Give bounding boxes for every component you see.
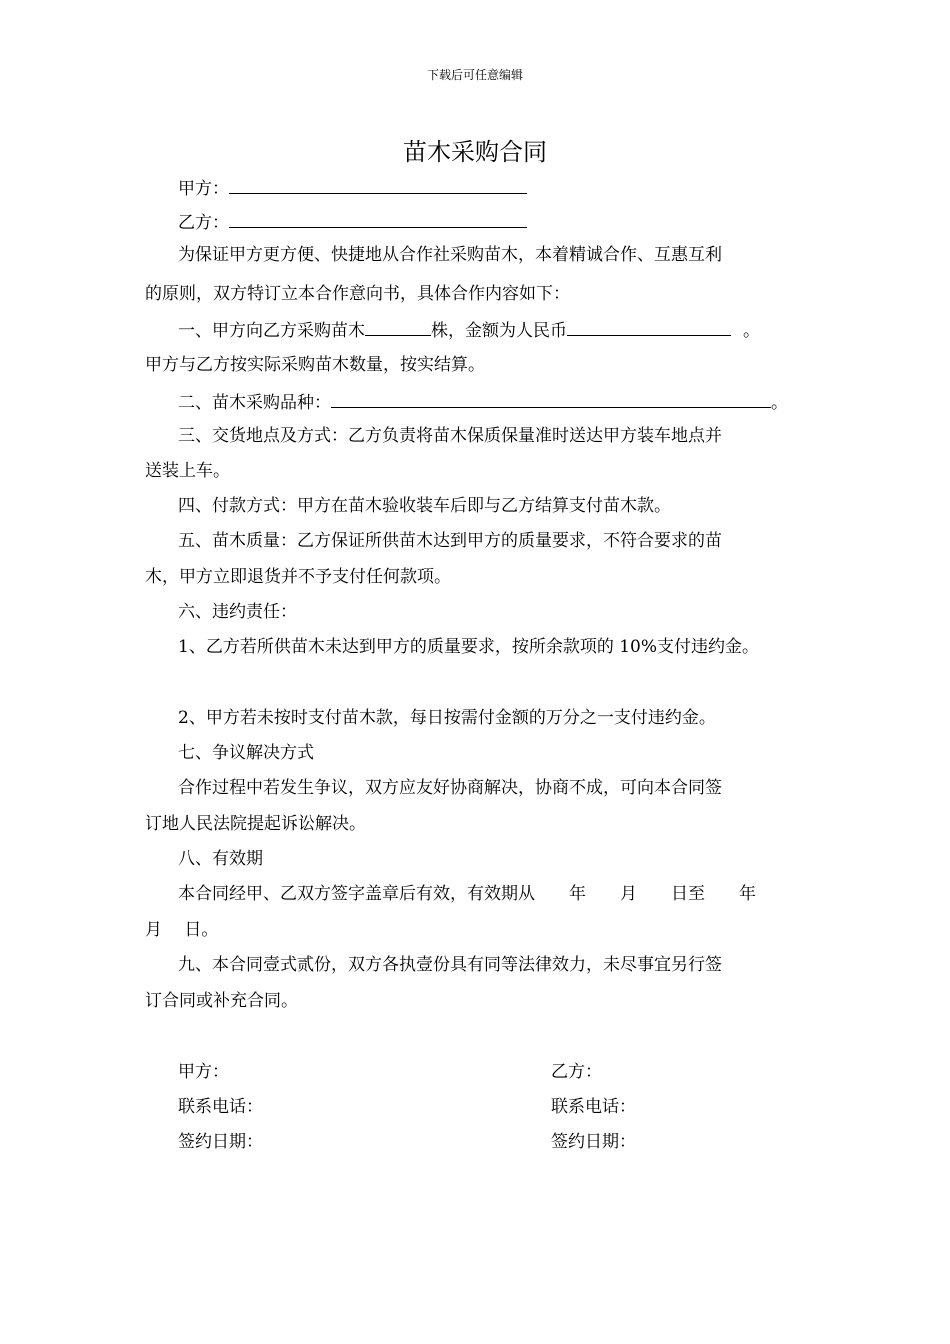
signature-phone-a: 联系电话： <box>178 1097 263 1117</box>
clause-2-end: 。 <box>771 393 788 413</box>
clause-8-title: 八、有效期 <box>178 849 263 869</box>
clause-3-line-2: 送装上车。 <box>145 461 230 481</box>
intro-line-1: 为保证甲方更方便、快捷地从合作社采购苗木，本着精诚合作、互惠互利 <box>178 245 722 265</box>
clause-1-line-2: 甲方与乙方按实际采购苗木数量，按实结算。 <box>145 355 485 375</box>
clause-8-line-2: 月 日。 <box>145 920 219 940</box>
signature-phone-b: 联系电话： <box>551 1097 636 1117</box>
clause-7-line-2: 订地人民法院提起诉讼解决。 <box>145 814 366 834</box>
clause-9-line-1: 九、本合同壹式贰份，双方各执壹份具有同等法律效力，未尽事宜另行签 <box>178 955 722 975</box>
clause-6-item-2: 2、甲方若未按时支付苗木款，每日按需付金额的万分之一支付违约金。 <box>178 708 716 728</box>
clause-2-line <box>178 389 788 415</box>
party-b-line <box>178 209 527 235</box>
amount-blank <box>567 317 731 336</box>
party-a-label: 甲方： <box>178 179 229 199</box>
clause-4-line: 四、付款方式：甲方在苗木验收装车后即与乙方结算支付苗木款。 <box>178 496 671 516</box>
clause-1-part-2: 株，金额为人民币 <box>431 321 567 341</box>
clause-5-line-2: 木，甲方立即退货并不予支付任何款项。 <box>145 567 451 587</box>
document-title: 苗木采购合同 <box>403 138 547 166</box>
party-a-line <box>178 175 527 201</box>
signature-party-a: 甲方： <box>178 1062 229 1082</box>
quantity-blank <box>365 317 431 336</box>
clause-1-part-3: 。 <box>743 321 760 341</box>
clause-8-line-1: 本合同经甲、乙双方签字盖章后有效，有效期从 年 月 日至 年 <box>178 884 756 904</box>
clause-7-line-1: 合作过程中若发生争议，双方应友好协商解决，协商不成，可向本合同签 <box>178 778 722 798</box>
clause-3-line-1: 三、交货地点及方式：乙方负责将苗木保质保量准时送达甲方装车地点并 <box>178 426 722 446</box>
clause-6-item-1: 1、乙方若所供苗木未达到甲方的质量要求，按所余款项的 10%支付违约金。 <box>178 637 760 657</box>
party-b-blank <box>229 209 527 228</box>
variety-blank <box>331 389 771 408</box>
clause-1-part-1: 一、甲方向乙方采购苗木 <box>178 321 365 341</box>
clause-5-line-1: 五、苗木质量：乙方保证所供苗木达到甲方的质量要求，不符合要求的苗 <box>178 531 722 551</box>
party-a-blank <box>229 175 527 194</box>
clause-9-line-2: 订合同或补充合同。 <box>145 991 298 1011</box>
signature-date-a: 签约日期： <box>178 1132 263 1152</box>
signature-party-b: 乙方： <box>551 1062 602 1082</box>
clause-6-title: 六、违约责任： <box>178 602 297 622</box>
page-header: 下载后可任意编辑 <box>426 68 523 82</box>
clause-7-title: 七、争议解决方式 <box>178 743 314 763</box>
party-b-label: 乙方： <box>178 213 229 233</box>
signature-date-b: 签约日期： <box>551 1132 636 1152</box>
clause-1-line-1 <box>178 317 760 343</box>
intro-line-2: 的原则，双方特订立本合作意向书，具体合作内容如下： <box>145 284 570 304</box>
clause-2-label: 二、苗木采购品种： <box>178 393 331 413</box>
